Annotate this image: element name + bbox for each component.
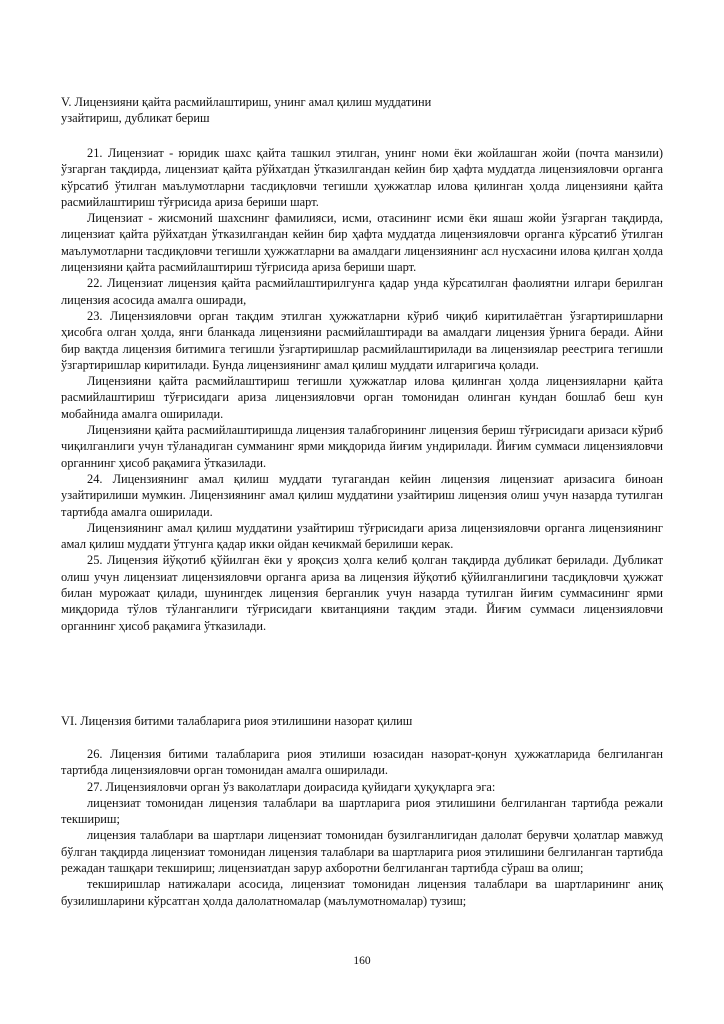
paragraph-25: 25. Лицензия йўқотиб қўйилган ёки у яроқсиз ҳолга келиб қолган тақдирда дубликат берилади. Дубликат олиш учун лицензиат лицензияловчи органга ариза ва лицензия йўқотиб қўйилганлигини тасдиқловчи ҳужжат билан мурожаат қилади, шунингдек лицензия берганлик учун назарда тутилган йиғим суммасининг ярми миқдорида тўлов тўланганлиги тўғрисидаги квитанцияни тақдим этади. Йиғим суммаси лицензияловчи органнинг ҳисоб рақамига ўтказилади. — [61, 553, 663, 633]
paragraph-21: 21. Лицензиат - юридик шахс қайта ташкил этилган, унинг номи ёки жойлашган жойи (почта манзили) ўзгарган тақдирда, лицензиат қайта рўйхатдан ўтказилгандан кейин бир ҳафта муддатда лицензияловчи органга кўрсатиб ўтилган маълумотларни тасдиқловчи тегишли ҳужжатлар илова қилинган ҳолда лицензияни қайта расмийлаштириш тўғрисида ариза бериши шарт. — [61, 146, 663, 209]
paragraph-27-item-2: лицензия талаблари ва шартлари лицензиат томонидан бузилганлигидан далолат берувчи ҳолатлар мавжуд бўлган тақдирда лицензиат томонидан лицензия талаблари ва шартларига риоя этилишини белгиланган тартибда режадан ташқари текшириш; лицензиатдан зарур ахборотни белгиланган тартибда сўраш ва олиш; — [61, 828, 663, 876]
paragraph-27-item-1: лицензиат томонидан лицензия талаблари ва шартларига риоя этилишини белгиланган тартибда режали текшириш; — [61, 795, 663, 827]
section-5-heading-line-1: V. Лицензияни қайта расмийлаштириш, унинг амал қилиш муддатини — [61, 95, 432, 109]
paragraph-27-item-3: текширишлар натижалари асосида, лицензиат томонидан лицензия талаблари ва шартларининг аниқ бузилишларини кўрсатган ҳолда далолатномалар (маълумотномалар) тузиш; — [61, 877, 663, 908]
paragraph-22: 22. Лицензиат лицензия қайта расмийлаштирилгунга қадар унда кўрсатилган фаолиятни илгари берилган лицензия асосида амалга оширади, — [61, 276, 663, 307]
paragraph-27: 27. Лицензияловчи орган ўз ваколатлари доирасида қуйидаги ҳуқуқларга эга: — [87, 779, 496, 794]
section-6-body — [61, 746, 663, 909]
section-5-heading-line-2: узайтириш, дубликат бериш — [61, 111, 210, 126]
paragraph-26: 26. Лицензия битими талабларига риоя этилиши юзасидан назорат-қонун ҳужжатларида белгиланган тартибда лицензияловчи орган томонидан амалга оширилади. — [61, 747, 663, 778]
paragraph-24: 24. Лицензиянинг амал қилиш муддати тугагандан кейин лицензия лицензиат аризасига биноан узайтирилиши мумкин. Лицензиянинг амал қилиш муддатини узайтириш лицензия олиш учун назарда тутилган тартибда амалга оширилади. — [61, 471, 663, 519]
section-5-body — [61, 145, 663, 634]
section-5-heading — [61, 94, 663, 127]
page-number: 160 — [353, 955, 371, 967]
section-6-heading: VI. Лицензия битими талабларига риоя этилишини назорат қилиш — [61, 714, 413, 728]
paragraph-24-extension: Лицензиянинг амал қилиш муддатини узайтириш тўғрисидаги ариза лицензияловчи органга лицензиянинг амал қилиш муддати ўтгунга қадар икки ойдан кечикмай берилиши керак. — [61, 520, 663, 552]
paragraph-23-reissue-term: Лицензияни қайта расмийлаштириш тегишли ҳужжатлар илова қилинган ҳолда лицензияларни қайта расмийлаштириш тўғрисидаги ариза лицензияловчи орган томонидан олинган кундан бошлаб беш кун мобайнида амалга оширилади. — [61, 374, 663, 421]
paragraph-21-individual: Лицензиат - жисмоний шахснинг фамилияси, исми, отасининг исми ёки яшаш жойи ўзгарган тақдирда, лицензиат қайта рўйхатдан ўтказилгандан кейин бир ҳафта муддатда лицензияловчи органга кўрсатиб ўтилган маълумотларни тасдиқловчи тегишли ҳужжатларни ва амалдаги лицензиянинг асл нусхасини илова қилган ҳолда лицензияни қайта расмийлаштириш тўғрисида ариза бериши шарт. — [61, 211, 663, 275]
paragraph-23: 23. Лицензияловчи орган тақдим этилган ҳужжатларни кўриб чиқиб киритилаётган ўзгартиришларни ҳисобга олган ҳолда, янги бланкада лицензияни расмийлаштиради ва амалдаги лицензия ўрнига беради. Айни бир вақтда лицензия битимига тегишли ўзгартиришлар расмийлаштирилади ва лицензиялар реестрига тегишли ўзгартиришлар киритилади. Бунда лицензиянинг амал қилиш муддати илгаригича қолади. — [61, 308, 663, 372]
paragraph-23-fee: Лицензияни қайта расмийлаштиришда лицензия талабгорининг лицензия бериш тўғрисидаги аризаси кўриб чиқилганлиги учун тўланадиган сумманинг ярми миқдорида йиғим ундирилади. Йиғим суммаси лицензияловчи органнинг ҳисоб рақамига ўтказилади. — [61, 423, 663, 470]
